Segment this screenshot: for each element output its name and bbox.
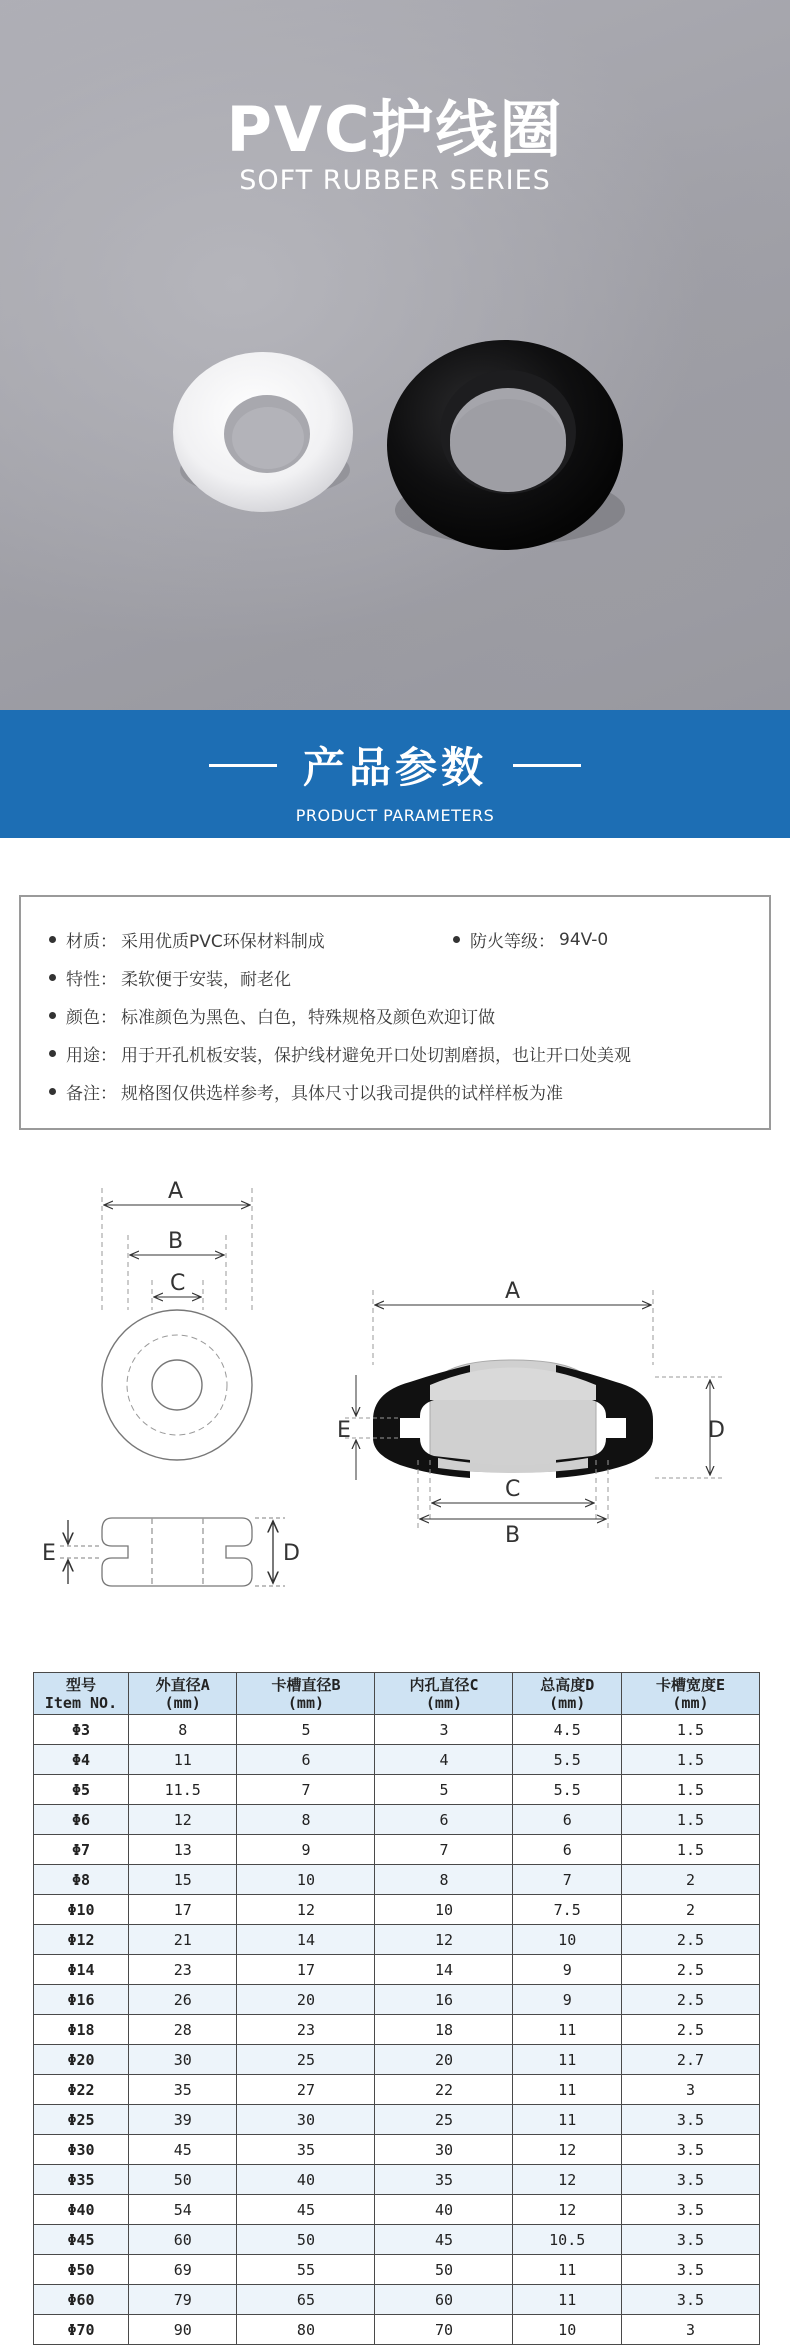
- header-subtext: Item NO.: [44, 1693, 118, 1712]
- table-row: [34, 1745, 760, 1775]
- cell-groove-width: 3: [621, 2315, 759, 2345]
- col-header-total-height: [513, 1673, 621, 1715]
- header-subtext: (mm): [549, 1693, 586, 1712]
- cell-model: Φ50: [34, 2255, 129, 2285]
- cell-groove-diameter: 23: [237, 2015, 375, 2045]
- bullet-icon: [49, 1050, 56, 1057]
- hero-subtitle: SOFT RUBBER SERIES: [239, 165, 551, 196]
- cell-groove-width: 2: [621, 1865, 759, 1895]
- spec-box: [19, 895, 771, 1130]
- bullet-icon: [49, 974, 56, 981]
- cell-model: Φ70: [34, 2315, 129, 2345]
- table-row: [34, 2195, 760, 2225]
- table-row: [34, 2255, 760, 2285]
- cell-groove-width: 1.5: [621, 1835, 759, 1865]
- cell-groove-width: 3.5: [621, 2105, 759, 2135]
- cell-total-height: 11: [513, 2255, 621, 2285]
- cell-total-height: 9: [513, 1955, 621, 1985]
- table-header-row: [34, 1673, 760, 1715]
- cell-inner-diameter: 45: [375, 2225, 513, 2255]
- cell-outer-diameter: 45: [129, 2135, 237, 2165]
- cell-model: Φ12: [34, 1925, 129, 1955]
- spec-material: [49, 927, 325, 952]
- banner-subtitle: PRODUCT PARAMETERS: [295, 806, 495, 825]
- cell-groove-diameter: 27: [237, 2075, 375, 2105]
- cell-model: Φ30: [34, 2135, 129, 2165]
- cell-model: Φ60: [34, 2285, 129, 2315]
- table-row: [34, 1775, 760, 1805]
- cell-total-height: 9: [513, 1985, 621, 2015]
- cell-model: Φ4: [34, 1745, 129, 1775]
- cell-inner-diameter: 5: [375, 1775, 513, 1805]
- cell-total-height: 5.5: [513, 1775, 621, 1805]
- cell-outer-diameter: 11: [129, 1745, 237, 1775]
- cell-groove-diameter: 9: [237, 1835, 375, 1865]
- header-subtext: (mm): [287, 1693, 325, 1712]
- spec-key: 防火等级：: [470, 932, 555, 952]
- hero-title: PVC护线圈: [226, 93, 564, 166]
- cell-outer-diameter: 12: [129, 1805, 237, 1835]
- cell-groove-width: 3: [621, 2075, 759, 2105]
- cell-inner-diameter: 20: [375, 2045, 513, 2075]
- col-header-outer-diameter: [129, 1673, 237, 1715]
- spec-key: 材质：: [66, 932, 117, 952]
- dim-label-d-section: D: [708, 1418, 725, 1443]
- cell-inner-diameter: 7: [375, 1835, 513, 1865]
- table-row: [34, 2015, 760, 2045]
- cell-groove-width: 3.5: [621, 2255, 759, 2285]
- banner-right-line: [513, 764, 581, 767]
- header-text: 内孔直径C: [409, 1675, 479, 1694]
- dim-label-a-section: A: [505, 1279, 521, 1304]
- cell-total-height: 12: [513, 2135, 621, 2165]
- cell-outer-diameter: 28: [129, 2015, 237, 2045]
- dimension-diagrams: [0, 1160, 790, 1640]
- cell-inner-diameter: 25: [375, 2105, 513, 2135]
- cell-groove-diameter: 45: [237, 2195, 375, 2225]
- cell-total-height: 11: [513, 2045, 621, 2075]
- cell-groove-width: 2.5: [621, 2015, 759, 2045]
- cell-groove-diameter: 17: [237, 1955, 375, 1985]
- bullet-icon: [453, 936, 460, 943]
- cell-inner-diameter: 8: [375, 1865, 513, 1895]
- cell-model: Φ5: [34, 1775, 129, 1805]
- cell-groove-diameter: 10: [237, 1865, 375, 1895]
- cell-outer-diameter: 26: [129, 1985, 237, 2015]
- cell-inner-diameter: 40: [375, 2195, 513, 2225]
- cell-model: Φ20: [34, 2045, 129, 2075]
- table-row: [34, 2225, 760, 2255]
- cell-groove-width: 2: [621, 1895, 759, 1925]
- cell-outer-diameter: 8: [129, 1715, 237, 1745]
- spec-value: 采用优质PVC环保材料制成: [121, 932, 325, 952]
- cell-total-height: 6: [513, 1805, 621, 1835]
- dim-label-c-section: C: [505, 1477, 521, 1502]
- table-row: [34, 1925, 760, 1955]
- cell-inner-diameter: 16: [375, 1985, 513, 2015]
- table-row: [34, 2285, 760, 2315]
- cell-groove-width: 2.5: [621, 1955, 759, 1985]
- dim-label-e-side: E: [42, 1541, 56, 1566]
- cell-outer-diameter: 79: [129, 2285, 237, 2315]
- table-row: [34, 2105, 760, 2135]
- spec-value: 规格图仅供选样参考，具体尺寸以我司提供的试样样板为准: [121, 1084, 563, 1104]
- cell-inner-diameter: 10: [375, 1895, 513, 1925]
- cell-model: Φ6: [34, 1805, 129, 1835]
- cell-groove-width: 1.5: [621, 1775, 759, 1805]
- spec-value: 94V-0: [559, 929, 609, 950]
- banner-title-row: [0, 740, 790, 790]
- cell-outer-diameter: 23: [129, 1955, 237, 1985]
- cell-groove-diameter: 20: [237, 1985, 375, 2015]
- table-row: [34, 1955, 760, 1985]
- dimension-table: [33, 1672, 760, 2345]
- cell-model: Φ45: [34, 2225, 129, 2255]
- cell-groove-diameter: 50: [237, 2225, 375, 2255]
- spec-value: 柔软便于安装，耐老化: [121, 970, 291, 990]
- spec-fire-rating: [453, 927, 608, 952]
- cell-groove-width: 1.5: [621, 1715, 759, 1745]
- header-subtext: (mm): [672, 1693, 709, 1712]
- cell-outer-diameter: 21: [129, 1925, 237, 1955]
- cell-outer-diameter: 13: [129, 1835, 237, 1865]
- cell-groove-diameter: 55: [237, 2255, 375, 2285]
- cell-inner-diameter: 50: [375, 2255, 513, 2285]
- side-view-drawing: [60, 1518, 285, 1586]
- col-header-inner-diameter: [375, 1673, 513, 1715]
- cell-outer-diameter: 15: [129, 1865, 237, 1895]
- cell-outer-diameter: 39: [129, 2105, 237, 2135]
- cell-total-height: 10: [513, 1925, 621, 1955]
- table-row: [34, 2135, 760, 2165]
- dim-label-c: C: [170, 1271, 186, 1296]
- cell-groove-width: 1.5: [621, 1805, 759, 1835]
- dim-label-a: A: [168, 1179, 184, 1204]
- cell-model: Φ35: [34, 2165, 129, 2195]
- cell-groove-width: 3.5: [621, 2135, 759, 2165]
- cell-inner-diameter: 6: [375, 1805, 513, 1835]
- banner-left-line: [209, 764, 277, 767]
- table-row: [34, 1835, 760, 1865]
- table-row: [34, 2165, 760, 2195]
- dimension-table-section: [33, 1672, 760, 2345]
- cell-outer-diameter: 90: [129, 2315, 237, 2345]
- cell-total-height: 4.5: [513, 1715, 621, 1745]
- cell-outer-diameter: 54: [129, 2195, 237, 2225]
- bullet-icon: [49, 1088, 56, 1095]
- cell-total-height: 12: [513, 2165, 621, 2195]
- table-row: [34, 1715, 760, 1745]
- cell-groove-diameter: 5: [237, 1715, 375, 1745]
- header-text: 卡槽直径B: [271, 1675, 341, 1694]
- cell-outer-diameter: 30: [129, 2045, 237, 2075]
- cell-total-height: 7.5: [513, 1895, 621, 1925]
- cell-total-height: 11: [513, 2075, 621, 2105]
- cell-model: Φ7: [34, 1835, 129, 1865]
- spec-feature: [49, 965, 291, 990]
- spec-key: 颜色：: [66, 1008, 117, 1028]
- cell-total-height: 5.5: [513, 1745, 621, 1775]
- header-subtext: (mm): [425, 1693, 463, 1712]
- cell-model: Φ3: [34, 1715, 129, 1745]
- dimension-drawing: [0, 1160, 790, 1640]
- dim-label-d-side: D: [283, 1541, 300, 1566]
- table-row: [34, 2045, 760, 2075]
- spec-note: [49, 1079, 563, 1104]
- cell-total-height: 11: [513, 2285, 621, 2315]
- cell-outer-diameter: 11.5: [129, 1775, 237, 1805]
- cell-groove-width: 2.5: [621, 1925, 759, 1955]
- table-row: [34, 1865, 760, 1895]
- cell-groove-diameter: 6: [237, 1745, 375, 1775]
- cell-groove-diameter: 14: [237, 1925, 375, 1955]
- cell-groove-width: 3.5: [621, 2165, 759, 2195]
- cell-inner-diameter: 30: [375, 2135, 513, 2165]
- cell-groove-diameter: 7: [237, 1775, 375, 1805]
- cell-groove-width: 3.5: [621, 2225, 759, 2255]
- header-text: 总高度D: [540, 1675, 595, 1694]
- spec-key: 用途：: [66, 1046, 117, 1066]
- cell-total-height: 11: [513, 2015, 621, 2045]
- cross-section-drawing: [345, 1290, 725, 1528]
- table-row: [34, 1895, 760, 1925]
- col-header-model: [34, 1673, 129, 1715]
- cell-model: Φ18: [34, 2015, 129, 2045]
- col-header-groove-diameter: [237, 1673, 375, 1715]
- header-text: 外直径A: [155, 1675, 210, 1694]
- cell-model: Φ14: [34, 1955, 129, 1985]
- cell-inner-diameter: 3: [375, 1715, 513, 1745]
- dim-label-b: B: [168, 1229, 184, 1254]
- dim-label-b-section: B: [505, 1523, 521, 1548]
- cell-total-height: 6: [513, 1835, 621, 1865]
- cell-model: Φ25: [34, 2105, 129, 2135]
- spec-value: 标准颜色为黑色、白色，特殊规格及颜色欢迎订做: [121, 1008, 495, 1028]
- cell-outer-diameter: 60: [129, 2225, 237, 2255]
- table-row: [34, 2075, 760, 2105]
- banner-title: 产品参数: [302, 743, 487, 792]
- cell-model: Φ8: [34, 1865, 129, 1895]
- cell-model: Φ16: [34, 1985, 129, 2015]
- section-banner: [0, 710, 790, 838]
- cell-inner-diameter: 60: [375, 2285, 513, 2315]
- bullet-icon: [49, 936, 56, 943]
- spec-key: 特性：: [66, 970, 117, 990]
- spec-usage: [49, 1041, 631, 1066]
- black-grommet-image: [387, 340, 623, 550]
- cell-model: Φ40: [34, 2195, 129, 2225]
- cell-total-height: 10.5: [513, 2225, 621, 2255]
- cell-total-height: 10: [513, 2315, 621, 2345]
- cell-inner-diameter: 70: [375, 2315, 513, 2345]
- cell-model: Φ22: [34, 2075, 129, 2105]
- cell-groove-diameter: 40: [237, 2165, 375, 2195]
- cell-groove-diameter: 12: [237, 1895, 375, 1925]
- cell-model: Φ10: [34, 1895, 129, 1925]
- cell-total-height: 7: [513, 1865, 621, 1895]
- cell-outer-diameter: 35: [129, 2075, 237, 2105]
- table-row: [34, 1985, 760, 2015]
- bullet-icon: [49, 1012, 56, 1019]
- cell-outer-diameter: 50: [129, 2165, 237, 2195]
- spec-color: [49, 1003, 495, 1028]
- hero-section: [0, 0, 790, 710]
- table-row: [34, 1805, 760, 1835]
- white-grommet-image: [173, 352, 353, 512]
- cell-total-height: 12: [513, 2195, 621, 2225]
- dim-label-e-section: E: [337, 1418, 351, 1443]
- table-row: [34, 2315, 760, 2345]
- spec-key: 备注：: [66, 1084, 117, 1104]
- cell-groove-width: 3.5: [621, 2195, 759, 2225]
- cell-groove-width: 2.5: [621, 1985, 759, 2015]
- header-text: 卡槽宽度E: [655, 1675, 725, 1694]
- table-body: [34, 1715, 760, 2345]
- cell-groove-diameter: 30: [237, 2105, 375, 2135]
- cell-groove-diameter: 25: [237, 2045, 375, 2075]
- cell-groove-diameter: 35: [237, 2135, 375, 2165]
- cell-groove-width: 2.7: [621, 2045, 759, 2075]
- cell-inner-diameter: 22: [375, 2075, 513, 2105]
- cell-groove-diameter: 8: [237, 1805, 375, 1835]
- cell-outer-diameter: 69: [129, 2255, 237, 2285]
- cell-groove-diameter: 65: [237, 2285, 375, 2315]
- cell-inner-diameter: 4: [375, 1745, 513, 1775]
- cell-groove-width: 3.5: [621, 2285, 759, 2315]
- spec-value: 用于开孔机板安装，保护线材避免开口处切割磨损，也让开口处美观: [121, 1046, 631, 1066]
- cell-inner-diameter: 18: [375, 2015, 513, 2045]
- cell-inner-diameter: 35: [375, 2165, 513, 2195]
- cell-total-height: 11: [513, 2105, 621, 2135]
- header-text: 型号: [65, 1675, 96, 1694]
- header-subtext: (mm): [164, 1693, 201, 1712]
- cell-inner-diameter: 14: [375, 1955, 513, 1985]
- col-header-groove-width: [621, 1673, 759, 1715]
- cell-groove-diameter: 80: [237, 2315, 375, 2345]
- cell-inner-diameter: 12: [375, 1925, 513, 1955]
- cell-groove-width: 1.5: [621, 1745, 759, 1775]
- cell-outer-diameter: 17: [129, 1895, 237, 1925]
